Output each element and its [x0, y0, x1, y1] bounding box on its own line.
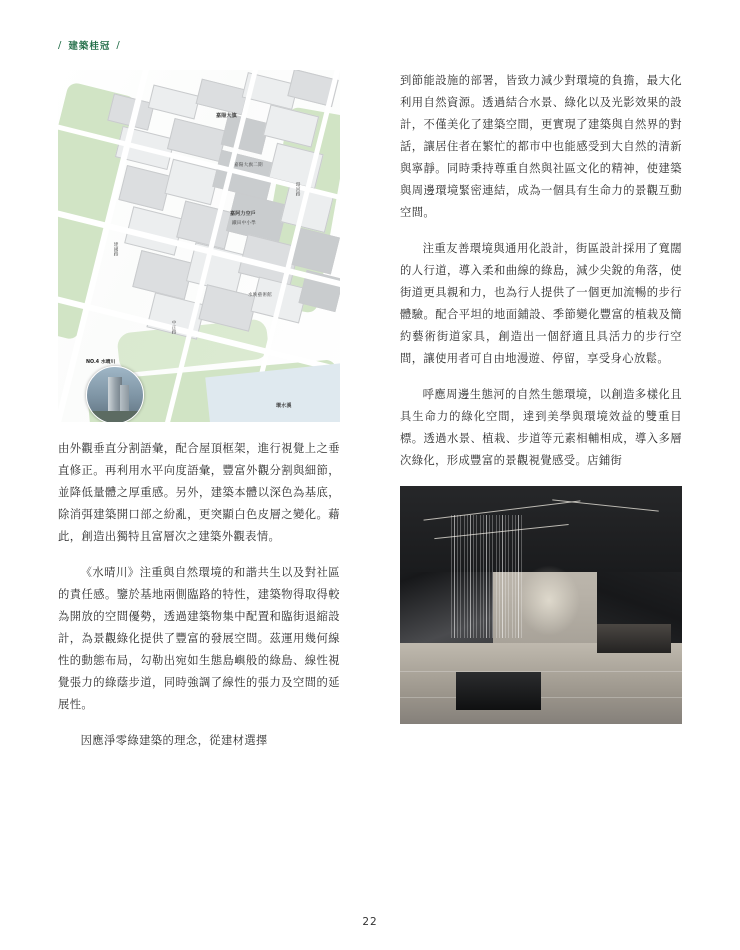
callout-tower-shape [120, 385, 129, 411]
map-label: 鐵田中小學 [232, 221, 256, 226]
map-label: 水映藝術館 [248, 293, 272, 298]
left-column [58, 70, 340, 766]
paragraph: 《水晴川》注重與自然環境的和諧共生以及對社區的責任感。鑒於基地兩側臨路的特性，建築物得取得較為開放的空間優勢，透過建築物集中配置和臨街退縮設計，為景觀綠化提供了豐富的發展空間。茲運用幾何線性的動態布局，勾勒出宛如生態島嶼般的綠島、線性視覺張力的綠蔭步道，同時強調了線性的張力及空間的延展性。 [58, 566, 340, 711]
photo-floor-joint [400, 697, 682, 698]
paragraph: 注重友善環境與通用化設計，街區設計採用了寬闊的人行道，導入柔和曲線的綠島，減少尖銳的角落，使街道更具親和力，也為行人提供了一個更加流暢的步行體驗。配合平坦的地面鋪設、季節變化豐富的植栽及簡約藝術街道家具，創造出一個舒適且具活力的步行空間，讓使用者可自由地漫遊、停留，享受身心放鬆。 [400, 242, 682, 365]
photo-floor [400, 643, 682, 724]
header-title: 建築桂冠 [68, 41, 111, 52]
photo-ceiling [400, 486, 682, 572]
map-label: 環河路 [295, 182, 300, 197]
map-label: 嘉阿力空戶 [230, 211, 257, 217]
page-body [58, 70, 682, 890]
paragraph: 因應淨零綠建築的理念，從建材選擇 [80, 734, 268, 747]
header-slash-left: / [58, 39, 63, 51]
photo-stone-plinth [456, 672, 541, 710]
map-label: 中正路 [171, 320, 176, 335]
paragraph: 到節能設施的部署，皆致力減少對環境的負擔，最大化利用自然資源。透過結合水景、綠化以及光影效果的設計，不僅美化了建築空間，更實現了建築與自然界的對話，讓居住者在繁忙的都市中也能感受到大自然的清新與寧靜。同時秉持尊重自然與社區文化的精神，使建築與周邊環境緊密連結，成為一個具有生命力的景觀互動空間。 [400, 74, 682, 219]
photo-floor-joint [400, 671, 682, 672]
photo-light-glow [518, 565, 580, 636]
header-slash-right: / [116, 39, 121, 51]
photo-crystal-chandelier [451, 515, 524, 639]
site-plan-map [58, 70, 340, 422]
paragraph: 由外觀垂直分割語彙，配合屋頂框架，進行視覺上之垂直修正。再利用水平向度語彙，豐富外觀分割與細節，並降低量體之厚重感。另外，建築本體以深色為基底，除消弭建築開口部之紛亂，更突顯白色皮層之變化。藉此，創造出獨特且富層次之建築外觀表情。 [58, 442, 340, 543]
map-callout-photo [86, 366, 144, 422]
callout-ground-shape [87, 411, 143, 422]
map-label: 建國路 [113, 242, 118, 257]
page-header [58, 38, 121, 52]
right-column [400, 70, 682, 724]
paragraph: 呼應周邊生態河的自然生態環境，以創造多樣化且具生命力的綠化空間，達到美學與環境效益的雙重目標。透過水景、植栽、步道等元素相輔相成，導入多層次綠化，形成豐富的景觀視覺感受。店鋪街 [400, 388, 682, 467]
lobby-interior-photo [400, 486, 682, 724]
photo-reception-counter [597, 624, 670, 653]
map-label: 嘉陽大旗二期 [234, 163, 263, 168]
map-callout-label: NO.4 水晴川 [86, 360, 116, 365]
map-label: 嘉陽大旗 [216, 113, 237, 119]
map-label: 環水溪 [276, 403, 292, 409]
page-number: 22 [362, 916, 378, 928]
